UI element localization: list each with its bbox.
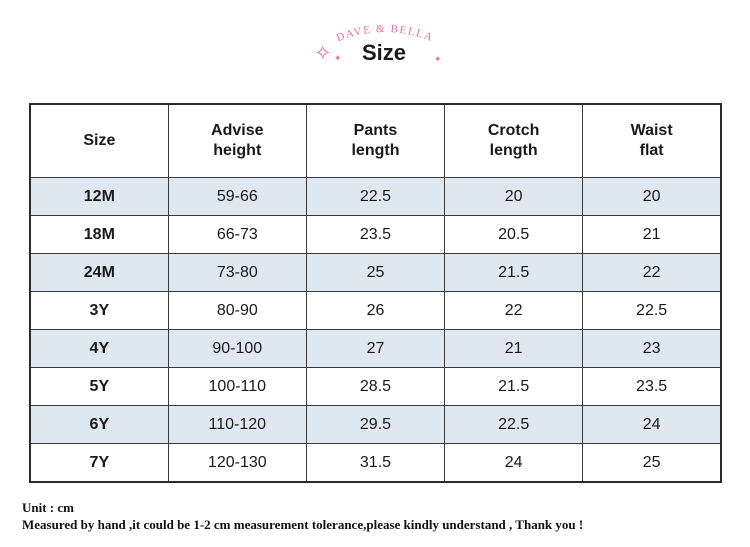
table-row — [30, 178, 721, 216]
size-cell: 3Y — [30, 292, 168, 330]
crotch-length-cell: 21.5 — [445, 368, 583, 406]
crotch-length-cell: 24 — [445, 444, 583, 483]
waist-flat-cell: 23 — [583, 330, 721, 368]
height-cell: 100-110 — [168, 368, 306, 406]
crotch-length-cell: 21.5 — [445, 254, 583, 292]
crotch-length-cell: 22 — [445, 292, 583, 330]
crotch-length-cell: 20.5 — [445, 216, 583, 254]
waist-flat-cell: 22 — [583, 254, 721, 292]
pants-length-cell: 23.5 — [306, 216, 444, 254]
table-row — [30, 368, 721, 406]
height-cell: 80-90 — [168, 292, 306, 330]
small-sparkle-icon: ✦ — [434, 54, 442, 64]
table-row — [30, 406, 721, 444]
small-sparkle-icon: ✦ — [334, 53, 342, 63]
table-header-row — [30, 104, 721, 178]
column-header-crotch-length: Crotch length — [445, 104, 583, 178]
size-cell: 6Y — [30, 406, 168, 444]
size-cell: 12M — [30, 178, 168, 216]
height-cell: 59-66 — [168, 178, 306, 216]
crotch-length-cell: 22.5 — [445, 406, 583, 444]
size-chart-table — [29, 103, 722, 483]
height-cell: 110-120 — [168, 406, 306, 444]
waist-flat-cell: 24 — [583, 406, 721, 444]
column-header-size: Size — [30, 104, 168, 178]
brand-text: DAVE & BELLA — [334, 22, 436, 45]
crotch-length-cell: 21 — [445, 330, 583, 368]
column-header-waist-flat: Waist flat — [583, 104, 721, 178]
measurement-disclaimer: Measured by hand ,it could be 1-2 cm measurement tolerance,please kindly understand , Thank you ! — [22, 517, 584, 532]
page-title: Size — [362, 40, 407, 65]
unit-note: Unit : cm — [22, 500, 74, 515]
waist-flat-cell: 23.5 — [583, 368, 721, 406]
pants-length-cell: 28.5 — [306, 368, 444, 406]
pants-length-cell: 22.5 — [306, 178, 444, 216]
pants-length-cell: 31.5 — [306, 444, 444, 483]
sparkle-icon: ✧ — [314, 42, 332, 65]
size-cell: 7Y — [30, 444, 168, 483]
pants-length-cell: 29.5 — [306, 406, 444, 444]
footnote — [22, 499, 583, 533]
pants-length-cell: 26 — [306, 292, 444, 330]
table-row — [30, 254, 721, 292]
pants-length-cell: 27 — [306, 330, 444, 368]
column-header-advise-height: Advise height — [168, 104, 306, 178]
table-row — [30, 292, 721, 330]
table-row — [30, 330, 721, 368]
header — [0, 0, 750, 90]
pants-length-cell: 25 — [306, 254, 444, 292]
size-cell: 5Y — [30, 368, 168, 406]
height-cell: 73-80 — [168, 254, 306, 292]
column-header-pants-length: Pants length — [306, 104, 444, 178]
waist-flat-cell: 22.5 — [583, 292, 721, 330]
table-row — [30, 444, 721, 483]
height-cell: 90-100 — [168, 330, 306, 368]
waist-flat-cell: 25 — [583, 444, 721, 483]
size-cell: 24M — [30, 254, 168, 292]
height-cell: 66-73 — [168, 216, 306, 254]
height-cell: 120-130 — [168, 444, 306, 483]
size-cell: 4Y — [30, 330, 168, 368]
waist-flat-cell: 20 — [583, 178, 721, 216]
table-row — [30, 216, 721, 254]
waist-flat-cell: 21 — [583, 216, 721, 254]
crotch-length-cell: 20 — [445, 178, 583, 216]
size-cell: 18M — [30, 216, 168, 254]
